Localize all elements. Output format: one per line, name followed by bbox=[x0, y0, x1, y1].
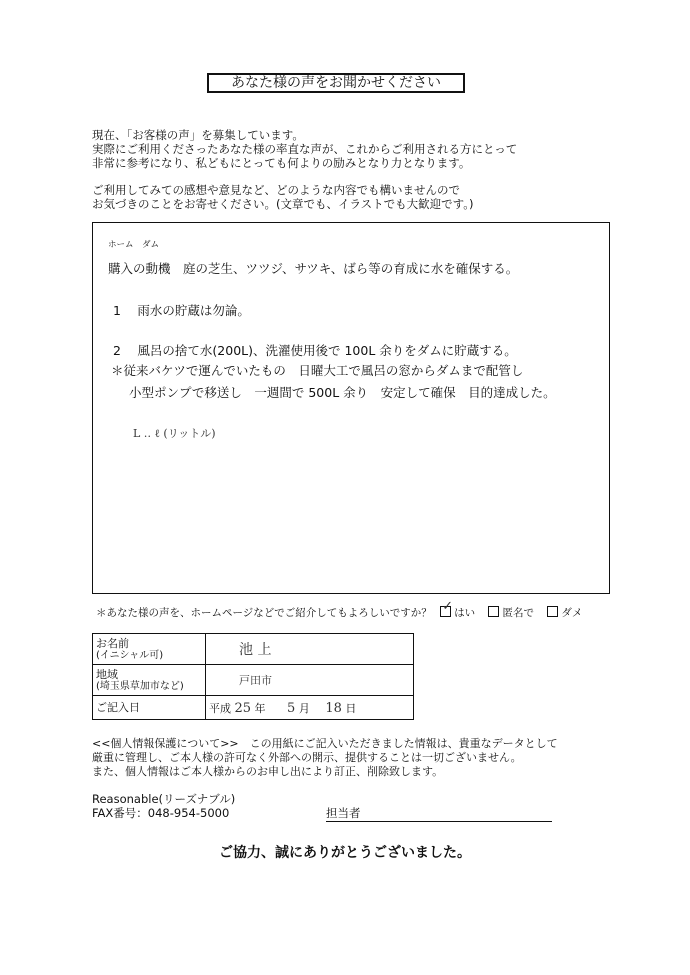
comment-box[interactable] bbox=[92, 222, 610, 594]
privacy-line: 厳重に管理し、ご本人様の許可なく外部への開示、提供することは一切ございません。 bbox=[92, 751, 522, 764]
company-info bbox=[92, 792, 235, 820]
note-line-2: 小型ポンプで移送し 一週間で 500L 余り 安定して確保 目的達成した。 bbox=[129, 385, 556, 400]
date-field[interactable] bbox=[206, 696, 414, 720]
date-row bbox=[93, 696, 414, 720]
date-month-unit: 月 bbox=[298, 701, 310, 715]
date-day-unit: 日 bbox=[345, 701, 357, 715]
company-fax: FAX番号：048-954-5000 bbox=[92, 806, 230, 820]
request-line: ご利用してみての感想や意見など、どのような内容でも構いませんので bbox=[92, 183, 460, 197]
consent-no-checkbox[interactable] bbox=[547, 606, 558, 617]
name-label-cell bbox=[93, 634, 206, 665]
check-icon: ✓ bbox=[442, 599, 454, 614]
consent-anonymous-checkbox[interactable] bbox=[488, 606, 499, 617]
name-row bbox=[93, 634, 414, 665]
region-sublabel: (埼玉県草加市など) bbox=[96, 680, 184, 692]
date-day: 18 bbox=[325, 700, 342, 716]
thank-you-message: ご協力、誠にありがとうございました。 bbox=[219, 845, 471, 861]
privacy-notice bbox=[92, 737, 558, 779]
consent-no-label: ダメ bbox=[561, 607, 583, 619]
consent-yes-label: はい bbox=[454, 607, 476, 619]
region-value: 戸田市 bbox=[239, 674, 272, 687]
name-sublabel: (イニシャル可) bbox=[96, 649, 164, 661]
region-field[interactable] bbox=[206, 665, 414, 696]
info-table bbox=[92, 633, 414, 720]
intro-line: 非常に参考になり、私どもにとっても何よりの励みとなり力となります。 bbox=[92, 156, 471, 170]
intro-line: 現在、「お客様の声」を募集しています。 bbox=[92, 128, 304, 142]
request-line: お気づきのことをお寄せください。(文章でも、イラストでも大歓迎です。) bbox=[92, 197, 474, 211]
region-label: 地域 bbox=[96, 667, 118, 681]
privacy-line: また、個人情報はご本人様からのお申し出により訂正、削除致します。 bbox=[92, 765, 444, 778]
date-label: ご記入日 bbox=[96, 701, 140, 714]
request-text bbox=[92, 183, 473, 211]
date-month: 5 bbox=[287, 700, 296, 716]
date-era: 平成 bbox=[209, 701, 231, 715]
company-name: Reasonable(リーズナブル) bbox=[92, 792, 236, 806]
region-row bbox=[93, 665, 414, 696]
staff-field[interactable] bbox=[326, 806, 552, 822]
name-value: 池 上 bbox=[239, 642, 272, 658]
list-item-2: 2 風呂の捨て水(200L)、洗濯使用後で 100L 余りをダムに貯蔵する。 bbox=[113, 343, 517, 358]
name-label: お名前 bbox=[96, 636, 129, 650]
intro-line: 実際にご利用くださったあなた様の率直な声が、これからご利用される方にとって bbox=[92, 142, 518, 156]
purchase-motive: 購入の動機 庭の芝生、ツツジ、サツキ、ばら等の育成に水を確保する。 bbox=[108, 261, 519, 276]
staff-label: 担当者 bbox=[326, 806, 361, 820]
handwritten-heading: ホーム ダム bbox=[108, 240, 160, 250]
consent-anonymous-label: 匿名で bbox=[502, 607, 534, 619]
handwritten-unit-note: L ‥ ℓ (リットル) bbox=[133, 427, 216, 440]
consent-question: ＊あなた様の声を、ホームページなどでご紹介してもよろしいですか？ bbox=[96, 607, 432, 619]
date-year-unit: 年 bbox=[254, 701, 266, 715]
form-title: あなた様の声をお聞かせください bbox=[207, 73, 465, 93]
region-label-cell bbox=[93, 665, 206, 696]
date-year: 25 bbox=[234, 700, 252, 716]
consent-yes-checkbox[interactable] bbox=[440, 599, 454, 617]
note-line-1: ＊従来バケツで運んでいたもの 日曜大工で風呂の窓からダムまで配管し bbox=[111, 363, 524, 378]
privacy-line: <<個人情報保護について>> この用紙にご記入いただきました情報は、貴重なデータとして bbox=[92, 737, 558, 750]
date-label-cell bbox=[93, 696, 206, 720]
consent-row bbox=[96, 599, 583, 620]
list-item-1: 1 雨水の貯蔵は勿論。 bbox=[113, 303, 250, 318]
intro-text bbox=[92, 128, 517, 170]
name-field[interactable] bbox=[206, 634, 414, 665]
